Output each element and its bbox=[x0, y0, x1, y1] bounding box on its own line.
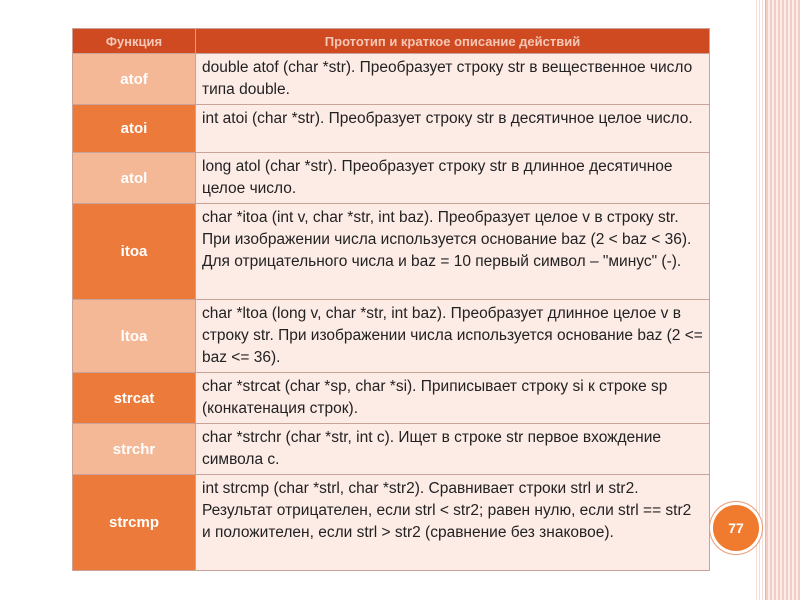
table-row bbox=[73, 204, 710, 300]
table-row bbox=[73, 373, 710, 424]
page-number-badge: 77 bbox=[710, 502, 762, 554]
header-prototype: Прототип и краткое описание действий bbox=[196, 29, 710, 54]
function-desc-atoi: int atoi (char *str). Преобразует строку str в десятичное целое число. bbox=[196, 105, 710, 153]
function-desc-itoa: char *itoa (int v, char *str, int baz). Преобразует целое v в строку str. При изображении числа используется основание baz (2 < baz < 36). Для отрицательного числа и baz = 10 первый символ – "минус" (-). bbox=[196, 204, 710, 300]
header-function: Функция bbox=[73, 29, 196, 54]
table-row bbox=[73, 105, 710, 153]
function-name-atof: atof bbox=[73, 54, 196, 105]
function-name-atol: atol bbox=[73, 153, 196, 204]
function-desc-strchr: char *strchr (char *str, int c). Ищет в строке str первое вхождение символа c. bbox=[196, 424, 710, 475]
function-desc-atof: double atof (char *str). Преобразует строку str в вещественное число типа double. bbox=[196, 54, 710, 105]
table-row bbox=[73, 153, 710, 204]
table-row bbox=[73, 300, 710, 373]
function-name-atoi: atoi bbox=[73, 105, 196, 153]
table-row bbox=[73, 424, 710, 475]
function-desc-ltoa: char *ltoa (long v, char *str, int baz). Преобразует длинное целое v в строку str. При изображении числа используется основание baz (2 <= baz <= 36). bbox=[196, 300, 710, 373]
table-header-row bbox=[73, 29, 710, 54]
function-name-itoa: itoa bbox=[73, 204, 196, 300]
function-name-ltoa: ltoa bbox=[73, 300, 196, 373]
function-desc-atol: long atol (char *str). Преобразует строку str в длинное десятичное целое число. bbox=[196, 153, 710, 204]
function-name-strchr: strchr bbox=[73, 424, 196, 475]
function-name-strcmp: strcmp bbox=[73, 475, 196, 571]
function-name-strcat: strcat bbox=[73, 373, 196, 424]
table-row bbox=[73, 54, 710, 105]
function-desc-strcat: char *strcat (char *sp, char *si). Приписывает строку si к строке sp (конкатенация строк). bbox=[196, 373, 710, 424]
function-desc-strcmp: int strcmp (char *strl, char *str2). Сравнивает строки strl и str2. Результат отрицателен, если strl < str2; равен нулю, если strl == str2 и положителен, если strl > str2 (сравнение без знаковое). bbox=[196, 475, 710, 571]
functions-table bbox=[72, 28, 710, 571]
table-row bbox=[73, 475, 710, 571]
decorative-side-stripes bbox=[765, 0, 800, 600]
